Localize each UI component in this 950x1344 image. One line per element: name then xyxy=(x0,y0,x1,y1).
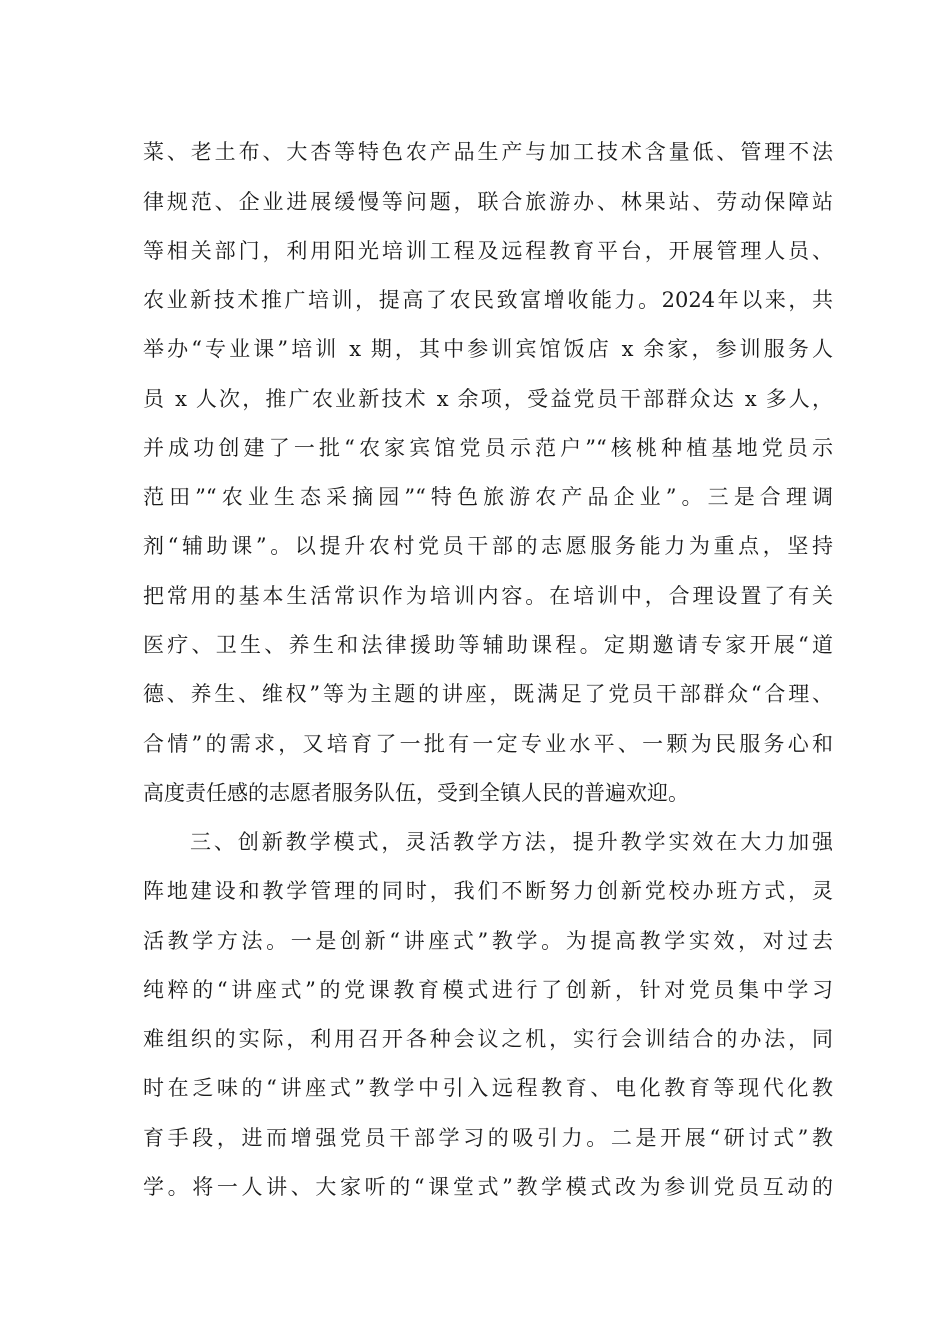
text-line: 并成功创建了一批“农家宾馆党员示范户”“核桃种植基地党员示 xyxy=(143,436,833,460)
text-line: 学。将一人讲、大家听的“课堂式”教学模式改为参训党员互动的 xyxy=(143,1175,833,1199)
text-line: 员 x 人次，推广农业新技术 x 余项，受益党员干部群众达 x 多人， xyxy=(143,387,833,411)
paragraph-end-line: 高度责任感的志愿者服务队伍，受到全镇人民的普遍欢迎。 xyxy=(143,781,689,805)
text-line: 合情”的需求，又培育了一批有一定专业水平、一颗为民服务心和 xyxy=(143,732,833,756)
text-line: 纯粹的“讲座式”的党课教育模式进行了创新，针对党员集中学习 xyxy=(143,978,833,1002)
text-line: 菜、老土布、大杏等特色农产品生产与加工技术含量低、管理不法 xyxy=(143,140,833,164)
text-line: 把常用的基本生活常识作为培训内容。在培训中，合理设置了有关 xyxy=(143,584,833,608)
text-line: 剂“辅助课”。以提升农村党员干部的志愿服务能力为重点，坚持 xyxy=(143,534,833,558)
text-line: 举办“专业课”培训 x 期，其中参训宾馆饭店 x 余家，参训服务人 xyxy=(143,337,833,361)
text-line: 难组织的实际，利用召开各种会议之机，实行会训结合的办法，同 xyxy=(143,1027,833,1051)
text-line: 活教学方法。一是创新“讲座式”教学。为提高教学实效，对过去 xyxy=(143,929,833,953)
text-line: 德、养生、维权”等为主题的讲座，既满足了党员干部群众“合理、 xyxy=(143,682,833,706)
text-line: 时在乏味的“讲座式”教学中引入远程教育、电化教育等现代化教 xyxy=(143,1076,833,1100)
text-line: 阵地建设和教学管理的同时，我们不断努力创新党校办班方式，灵 xyxy=(143,879,833,903)
section-heading-line: 三、创新教学模式，灵活教学方法，提升教学实效在大力加强 xyxy=(190,830,833,854)
text-line: 医疗、卫生、养生和法律援助等辅助课程。定期邀请专家开展“道 xyxy=(143,633,833,657)
text-line: 范田”“农业生态采摘园”“特色旅游农产品企业”。三是合理调 xyxy=(143,485,833,509)
text-line: 律规范、企业进展缓慢等问题，联合旅游办、林果站、劳动保障站 xyxy=(143,190,833,214)
text-line: 育手段，进而增强党员干部学习的吸引力。二是开展“研讨式”教 xyxy=(143,1126,833,1150)
text-line: 农业新技术推广培训，提高了农民致富增收能力。2024年以来，共 xyxy=(143,288,833,312)
text-line: 等相关部门，利用阳光培训工程及远程教育平台，开展管理人员、 xyxy=(143,239,833,263)
